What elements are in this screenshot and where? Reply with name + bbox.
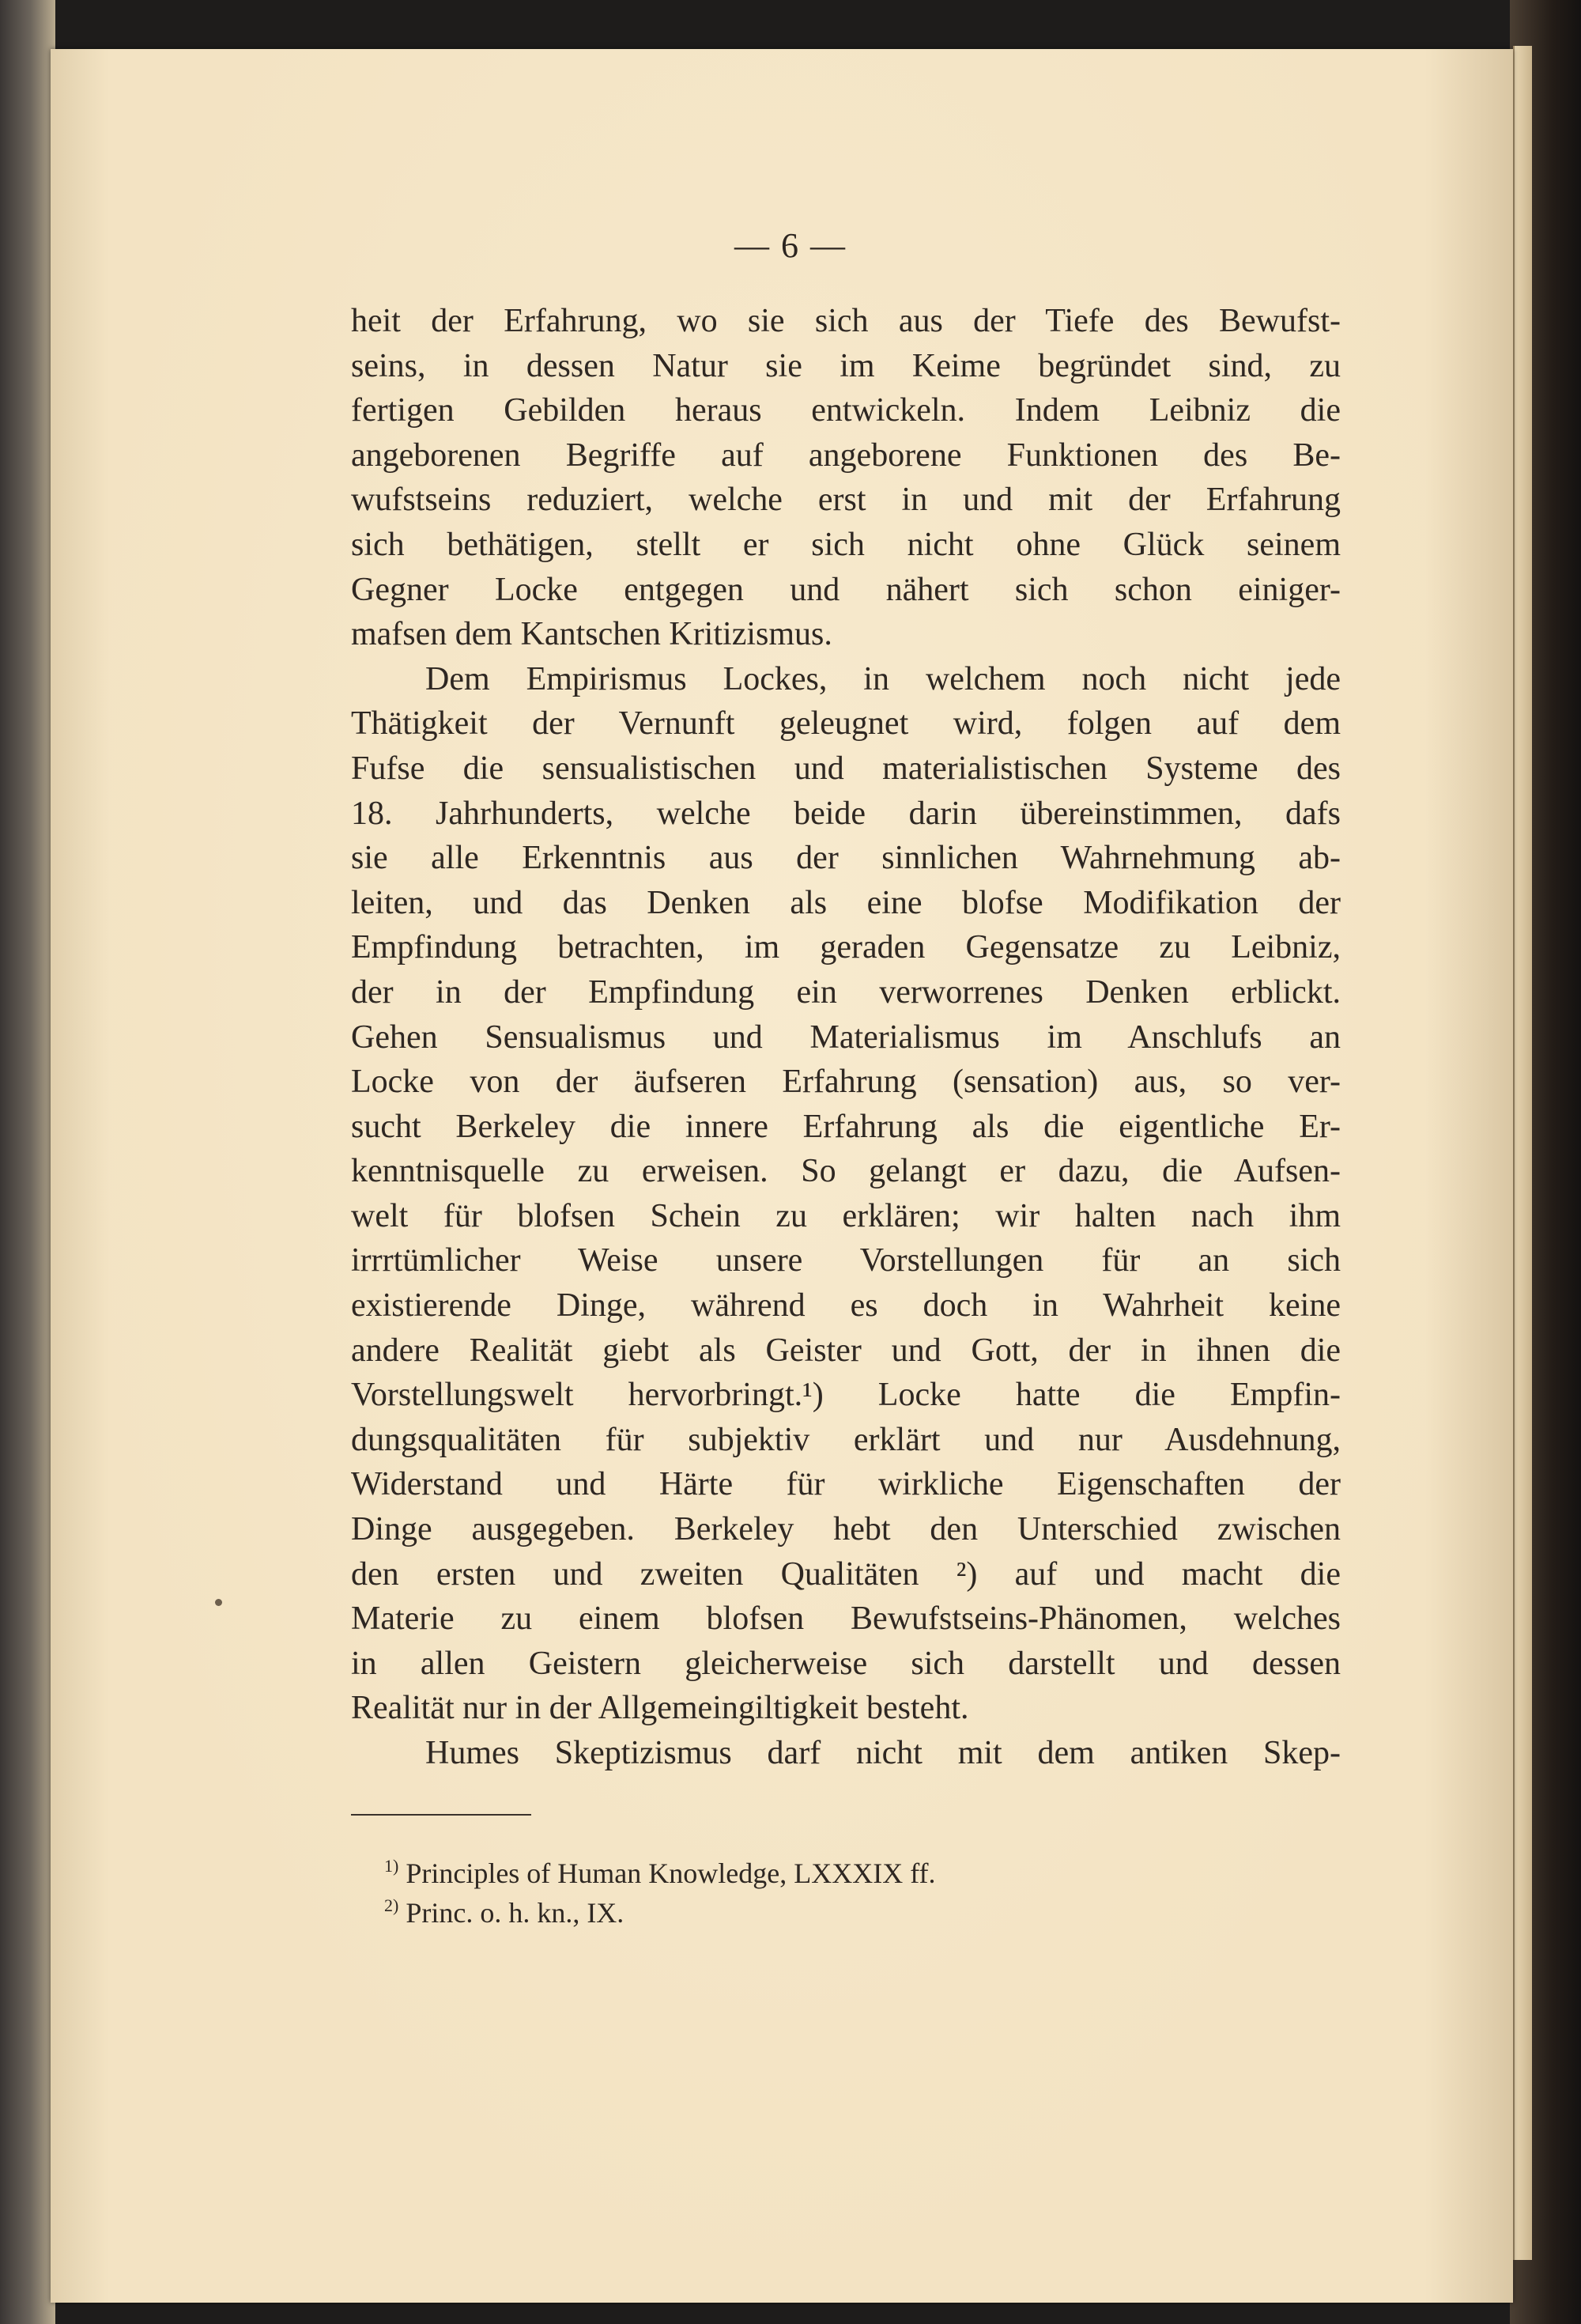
text-line: irrrtümlicher Weise unsere Vorstellungen für an sich [351, 1242, 1341, 1279]
text-line: Vorstellungswelt hervorbringt.¹) Locke hatte die Empfin- [351, 1377, 1341, 1414]
text-line: Humes Skeptizismus darf nicht mit dem antiken Skep- [425, 1735, 1341, 1771]
text-line: seins, in dessen Natur sie im Keime begründet sind, zu [351, 347, 1341, 384]
paper-speck [215, 1599, 222, 1606]
page-number: — 6 — [734, 226, 847, 265]
text-line: 18. Jahrhunderts, welche beide darin übereinstimmen, dafs [351, 795, 1341, 832]
text-line: Empfindung betrachten, im geraden Gegensatze zu Leibniz, [351, 929, 1341, 966]
text-line: Gegner Locke entgegen und nähert sich schon einiger- [351, 571, 1341, 608]
text-line: wufstseins reduziert, welche erst in und mit der Erfahrung [351, 482, 1341, 519]
text-line: existierende Dinge, während es doch in Wahrheit keine [351, 1287, 1341, 1324]
scan-edge-left [0, 0, 55, 2324]
footnote [384, 1846, 1333, 1889]
text-line: sich bethätigen, stellt er sich nicht ohne Glück seinem [351, 526, 1341, 563]
body-text [351, 299, 1341, 1776]
text-line: Materie zu einem blofsen Bewufstseins-Phänomen, welches [351, 1600, 1341, 1638]
text-line: der in der Empfindung ein verworrenes Denken erblickt. [351, 973, 1341, 1011]
text-line: Thätigkeit der Vernunft geleugnet wird, folgen auf dem [351, 705, 1341, 743]
text-line: den ersten und zweiten Qualitäten ²) auf und macht die [351, 1555, 1341, 1593]
text-line: Dem Empirismus Lockes, in welchem noch nicht jede [425, 660, 1341, 697]
text-line: Realität nur in der Allgemeingiltigkeit besteht. [351, 1690, 969, 1727]
text-line: mafsen dem Kantschen Kritizismus. [351, 616, 832, 653]
footnote-marker: 1) [384, 1856, 399, 1876]
text-line: andere Realität giebt als Geister und Gott, der in ihnen die [351, 1332, 1341, 1369]
text-line: leiten, und das Denken als eine blofse Modifikation der [351, 884, 1341, 921]
footnote-text: Principles of Human Knowledge, LXXXIX ff. [406, 1857, 936, 1889]
text-line: dungsqualitäten für subjektiv erklärt und nur Ausdehnung, [351, 1421, 1341, 1458]
footnote [384, 1886, 1333, 1929]
text-line: Fufse die sensualistischen und materialistischen Systeme des [351, 750, 1341, 787]
text-line: Locke von der äufseren Erfahrung (sensation) aus, so ver- [351, 1064, 1341, 1101]
text-line: sucht Berkeley die innere Erfahrung als die eigentliche Er- [351, 1108, 1341, 1145]
next-page-edge [1513, 46, 1532, 2260]
footnote-text: Princ. o. h. kn., IX. [406, 1897, 624, 1929]
text-line: Dinge ausgegeben. Berkeley hebt den Unterschied zwischen [351, 1511, 1341, 1548]
text-line: heit der Erfahrung, wo sie sich aus der Tiefe des Bewufst- [351, 303, 1341, 339]
footnote-marker: 2) [384, 1895, 399, 1915]
text-line: welt für blofsen Schein zu erklären; wir halten nach ihm [351, 1197, 1341, 1234]
text-line: kenntnisquelle zu erweisen. So gelangt er dazu, die Aufsen- [351, 1153, 1341, 1190]
footnote-divider [351, 1814, 531, 1816]
text-line: Widerstand und Härte für wirkliche Eigenschaften der [351, 1466, 1341, 1503]
text-line: in allen Geistern gleicherweise sich darstellt und dessen [351, 1645, 1341, 1682]
text-line: fertigen Gebilden heraus entwickeln. Indem Leibniz die [351, 392, 1341, 429]
text-line: sie alle Erkenntnis aus der sinnlichen Wahrnehmung ab- [351, 840, 1341, 877]
text-line: angeborenen Begriffe auf angeborene Funktionen des Be- [351, 436, 1341, 474]
text-line: Gehen Sensualismus und Materialismus im Anschlufs an [351, 1018, 1341, 1056]
footnotes [384, 1846, 1333, 1929]
